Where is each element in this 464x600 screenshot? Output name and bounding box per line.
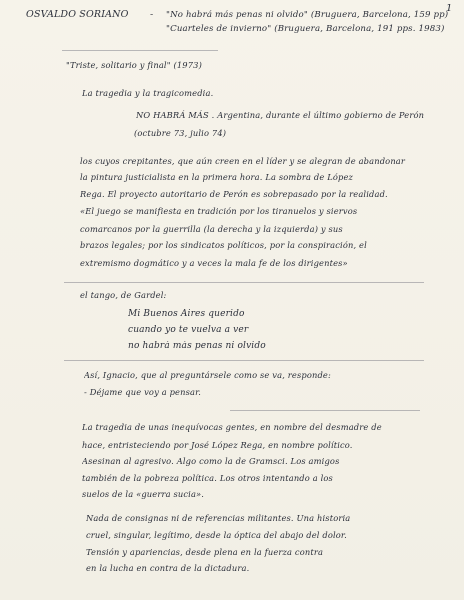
section1-line3: (octubre 73, julio 74) bbox=[134, 128, 227, 138]
divider bbox=[64, 282, 424, 283]
top-divider bbox=[62, 50, 218, 51]
section1-title: "Triste, solitario y final" (1973) bbox=[66, 60, 202, 70]
section4-line: suelos de la «guerra sucia». bbox=[82, 489, 205, 499]
section3-line: Así, Ignacio, que al preguntársele como se va, responde: bbox=[84, 370, 331, 380]
book-reference-2: "Cuarteles de invierno" (Bruguera, Barcelona, 191 pps. 1983) bbox=[166, 24, 445, 34]
tango-verse-line: cuando yo te vuelva a ver bbox=[128, 325, 249, 335]
header-dash: - bbox=[150, 10, 154, 20]
section1-para-line: la pintura justicialista en la primera hora. La sombra de López bbox=[80, 172, 354, 182]
section5-line: Tensión y apariencias, desde plena en la fuerza contra bbox=[86, 547, 324, 557]
section3-line: - Déjame que voy a pensar. bbox=[84, 387, 202, 397]
section5-line: Nada de consignas ni de referencias militantes. Una historia bbox=[86, 513, 351, 523]
section5-line: cruel, singular, legítimo, desde la óptica del abajo del dolor. bbox=[86, 530, 347, 540]
section4-line: Asesinan al agresivo. Algo como la de Gramsci. Los amigos bbox=[82, 456, 340, 466]
page-number: 1 bbox=[446, 4, 453, 14]
section1-para-line: Rega. El proyecto autoritario de Perón es sobrepasado por la realidad. bbox=[80, 189, 388, 199]
divider bbox=[230, 410, 420, 411]
tango-verse-line: Mi Buenos Aires querido bbox=[128, 309, 245, 319]
tango-verse-line: no habrá más penas ni olvido bbox=[128, 341, 266, 351]
section1-para-line: brazos legales; por los sindicatos políticos, por la conspiración, el bbox=[80, 240, 367, 250]
section1-para-line: «El juego se manifiesta en tradición por los tiranuelos y siervos bbox=[80, 206, 358, 216]
divider bbox=[64, 360, 424, 361]
author-name: OSVALDO SORIANO bbox=[26, 10, 129, 20]
section4-line: La tragedia de unas inequívocas gentes, en nombre del desmadre de bbox=[82, 422, 382, 432]
section1-line1: La tragedia y la tragicomedia. bbox=[82, 88, 214, 98]
section2-intro: el tango, de Gardel: bbox=[80, 290, 167, 300]
section1-para-line: extremismo dogmático y a veces la mala fe de los dirigentes» bbox=[80, 258, 348, 268]
section1-para-line: los cuyos crepitantes, que aún creen en el líder y se alegran de abandonar bbox=[80, 156, 406, 166]
section4-line: hace, entristeciendo por José López Rega, en nombre político. bbox=[82, 440, 353, 450]
book-reference-1: "No habrá más penas ni olvido" (Bruguera, Barcelona, 159 pp) bbox=[166, 10, 449, 20]
section4-line: también de la pobreza política. Los otros intentando a los bbox=[82, 473, 333, 483]
section1-line2: NO HABRÁ MÁS . Argentina, durante el último gobierno de Perón bbox=[136, 110, 425, 120]
section1-para-line: comarcanos por la guerrilla (la derecha y la izquierda) y sus bbox=[80, 224, 343, 234]
section5-line: en la lucha en contra de la dictadura. bbox=[86, 563, 250, 573]
